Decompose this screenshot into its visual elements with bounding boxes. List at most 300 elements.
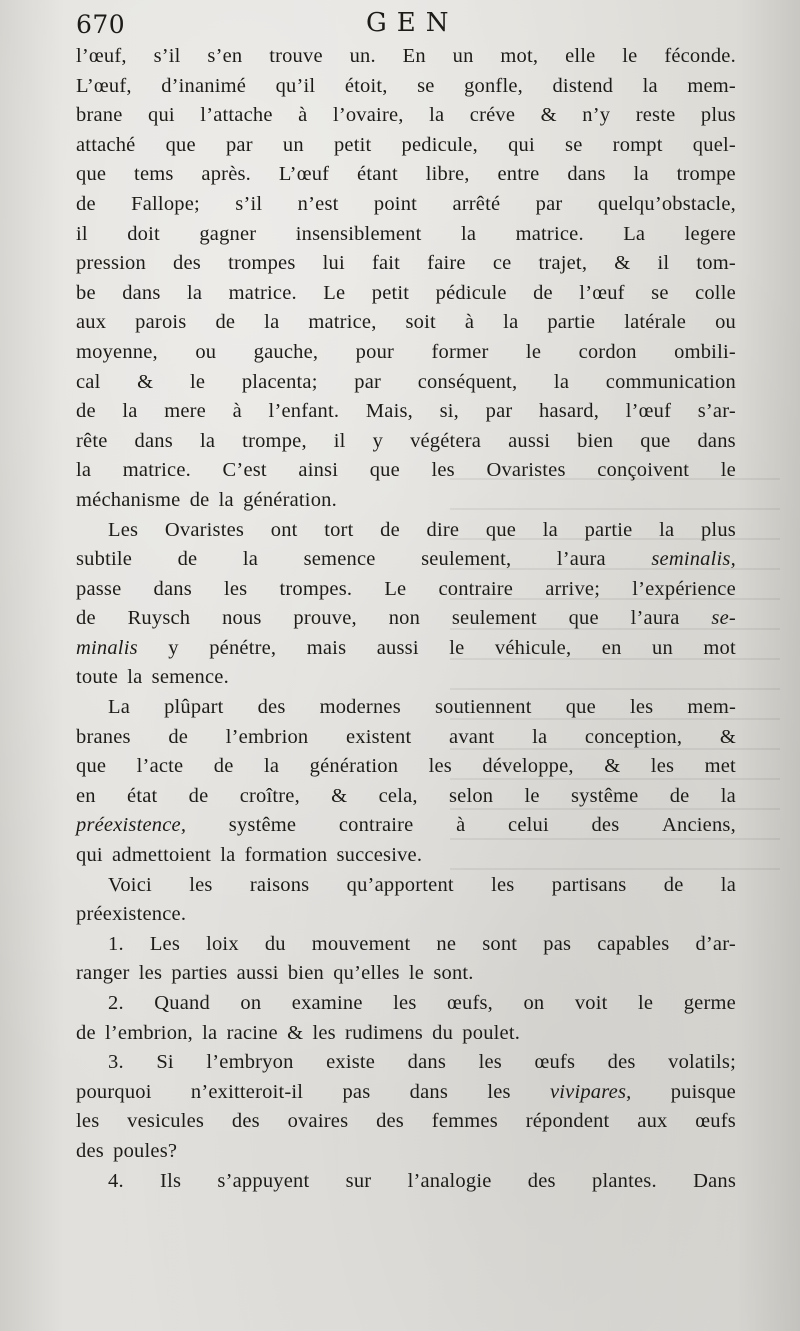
word: systême bbox=[228, 814, 297, 837]
word: ainsi bbox=[298, 459, 339, 482]
word: mot bbox=[703, 636, 736, 659]
word: il bbox=[333, 429, 346, 452]
page-number: 670 bbox=[76, 10, 126, 39]
word: développe, bbox=[482, 755, 574, 778]
word: existe bbox=[326, 1051, 376, 1074]
word: entre bbox=[497, 163, 540, 186]
word: l’analogie bbox=[407, 1169, 492, 1192]
word: que bbox=[369, 459, 400, 482]
word: matrice. bbox=[515, 222, 584, 245]
word: après. bbox=[201, 163, 251, 186]
word: Ruysch bbox=[127, 607, 191, 630]
word: loix bbox=[206, 932, 239, 955]
word: dans bbox=[697, 429, 736, 452]
word: la bbox=[532, 725, 548, 748]
word: L’œuf bbox=[278, 163, 330, 186]
word: les bbox=[393, 992, 417, 1014]
word: Le bbox=[323, 281, 346, 304]
word: plantes. bbox=[592, 1169, 657, 1192]
word: cordon bbox=[578, 340, 637, 363]
word: si, bbox=[439, 400, 459, 423]
text-line bbox=[76, 279, 736, 309]
word: & bbox=[287, 1021, 304, 1044]
word: étoit, bbox=[344, 74, 388, 97]
word: distend bbox=[552, 74, 614, 97]
word: les bbox=[138, 962, 163, 985]
word: & bbox=[137, 370, 154, 393]
word: pas bbox=[342, 1080, 371, 1103]
word: trompes bbox=[228, 252, 296, 275]
word: s’en bbox=[207, 45, 243, 67]
word: & bbox=[604, 755, 621, 778]
word: en bbox=[76, 784, 96, 807]
word: état bbox=[127, 784, 158, 807]
word: les bbox=[431, 459, 455, 482]
text-line bbox=[76, 72, 736, 102]
word: trouve bbox=[269, 45, 323, 67]
word: parois bbox=[135, 311, 187, 334]
word: s’il bbox=[153, 45, 181, 67]
text-line bbox=[76, 516, 736, 546]
word: 4. bbox=[108, 1169, 124, 1192]
text-line bbox=[76, 42, 736, 72]
word: mouvement bbox=[311, 932, 411, 955]
word: Quand bbox=[154, 992, 210, 1014]
word: selon bbox=[448, 784, 494, 807]
text-line bbox=[76, 900, 736, 930]
word: legere bbox=[684, 222, 736, 245]
word: la bbox=[264, 311, 280, 334]
word: placenta; bbox=[241, 370, 318, 393]
word: l’expérience bbox=[632, 577, 736, 600]
text-line bbox=[76, 693, 736, 723]
word: la bbox=[642, 74, 658, 97]
text-line bbox=[76, 663, 736, 693]
word: la bbox=[720, 784, 736, 807]
word: semence bbox=[303, 548, 376, 571]
word: & bbox=[540, 104, 557, 127]
word: insensiblement bbox=[295, 222, 422, 245]
word: 1. bbox=[108, 932, 124, 955]
word: Ils bbox=[160, 1169, 182, 1192]
word: le bbox=[638, 992, 654, 1014]
word: de bbox=[669, 784, 690, 807]
word: germe bbox=[683, 992, 736, 1014]
word: Ovaristes bbox=[486, 459, 566, 482]
word: succesive. bbox=[336, 844, 423, 867]
word: communication bbox=[605, 370, 736, 393]
word: be bbox=[76, 281, 96, 304]
word: du bbox=[264, 932, 286, 955]
word: formation bbox=[244, 844, 328, 867]
text-line bbox=[76, 752, 736, 782]
word: de bbox=[188, 784, 209, 807]
word: non bbox=[388, 607, 421, 630]
word: la bbox=[218, 488, 234, 511]
word: la bbox=[263, 755, 280, 778]
text-line bbox=[76, 1137, 736, 1167]
word: existent bbox=[346, 725, 412, 748]
text-line bbox=[76, 427, 736, 457]
word: par bbox=[225, 133, 253, 156]
text-line bbox=[76, 1019, 736, 1049]
word: mem- bbox=[687, 74, 736, 97]
word: Si bbox=[156, 1051, 174, 1074]
word: œufs, bbox=[446, 992, 493, 1014]
word: seminalis, bbox=[651, 548, 736, 571]
word: des bbox=[173, 252, 201, 275]
word: & bbox=[614, 252, 631, 275]
word: par bbox=[535, 192, 563, 215]
text-line bbox=[76, 249, 736, 279]
page-header bbox=[76, 6, 736, 42]
word: des bbox=[527, 1169, 556, 1192]
word: gauche, bbox=[253, 340, 319, 363]
word: former bbox=[431, 340, 489, 363]
word: à bbox=[298, 104, 308, 127]
word: se bbox=[417, 74, 435, 97]
word: fait bbox=[371, 252, 401, 275]
word: plus bbox=[700, 518, 736, 541]
word: la bbox=[199, 429, 216, 452]
word: l’enfant. bbox=[268, 400, 340, 423]
word: met bbox=[704, 755, 736, 778]
word: qu’apportent bbox=[346, 873, 454, 896]
word: le bbox=[408, 962, 425, 985]
word: que bbox=[76, 755, 107, 778]
word: soutiennent bbox=[434, 696, 532, 719]
word: Dans bbox=[693, 1169, 736, 1192]
word: 3. bbox=[108, 1051, 124, 1074]
word: la bbox=[503, 311, 519, 334]
word: à bbox=[464, 311, 475, 334]
word: trompe, bbox=[242, 429, 307, 452]
word: on bbox=[240, 992, 262, 1014]
word: dire bbox=[426, 518, 460, 541]
word: systême bbox=[571, 784, 639, 807]
word: La bbox=[623, 222, 646, 245]
word: voit bbox=[574, 992, 608, 1014]
word: les bbox=[76, 1110, 100, 1133]
word: à bbox=[456, 814, 466, 837]
word: que bbox=[640, 429, 671, 452]
word: matrice. bbox=[228, 281, 297, 304]
word: les bbox=[312, 1021, 336, 1044]
word: qu’elles bbox=[333, 962, 400, 985]
word: raisons bbox=[249, 873, 310, 896]
word: y bbox=[168, 636, 179, 659]
word: trajet, bbox=[538, 252, 588, 275]
word: en bbox=[601, 636, 622, 659]
word: point bbox=[373, 192, 418, 215]
word: La bbox=[108, 696, 131, 719]
word: que bbox=[76, 163, 107, 186]
word: cal bbox=[76, 370, 101, 393]
word: ou bbox=[195, 340, 217, 363]
word: dans bbox=[409, 1080, 449, 1103]
word: les bbox=[428, 755, 452, 778]
text-line bbox=[76, 723, 736, 753]
word: la bbox=[553, 370, 570, 393]
word: bien bbox=[287, 962, 324, 985]
word: créve bbox=[469, 104, 516, 127]
word: rudimens bbox=[345, 1021, 423, 1044]
word: contraire bbox=[438, 577, 514, 600]
word: pourquoi bbox=[76, 1080, 152, 1103]
text-line bbox=[76, 989, 736, 1019]
text-line bbox=[76, 930, 736, 960]
word: cela, bbox=[378, 784, 418, 807]
word: d’inanimé bbox=[161, 74, 247, 97]
word: se bbox=[651, 281, 669, 304]
word: les bbox=[223, 577, 248, 600]
word: les bbox=[650, 755, 675, 778]
word: sur bbox=[345, 1169, 372, 1192]
word: puisque bbox=[670, 1080, 736, 1103]
word: féconde. bbox=[664, 45, 736, 67]
word: lui bbox=[322, 252, 345, 275]
word: & bbox=[331, 784, 348, 807]
word: seulement bbox=[451, 607, 537, 630]
word: des bbox=[591, 814, 620, 837]
word: tems bbox=[134, 163, 174, 186]
word: la bbox=[460, 222, 477, 245]
word: du bbox=[432, 1021, 454, 1044]
text-line bbox=[76, 368, 736, 398]
word: ou bbox=[715, 311, 736, 334]
word: croître, bbox=[239, 784, 300, 807]
word: se bbox=[565, 133, 583, 156]
word: par bbox=[485, 400, 513, 423]
word: tom- bbox=[696, 252, 736, 275]
text-line bbox=[76, 190, 736, 220]
word: tort bbox=[324, 518, 354, 541]
word: étant bbox=[357, 163, 398, 186]
word: l’œuf bbox=[625, 400, 672, 423]
word: des bbox=[376, 1110, 404, 1133]
word: qui bbox=[508, 133, 535, 156]
word: aussi bbox=[508, 429, 551, 452]
word: poulet. bbox=[462, 1021, 521, 1044]
word: femmes bbox=[431, 1110, 498, 1133]
word: ranger bbox=[76, 962, 130, 985]
word: trompes. bbox=[279, 577, 353, 600]
word: trompe bbox=[676, 163, 736, 186]
word: sont bbox=[482, 932, 518, 955]
word: Anciens, bbox=[662, 814, 736, 837]
word: capables bbox=[597, 932, 670, 955]
text-line bbox=[76, 1048, 736, 1078]
word: œufs bbox=[695, 1110, 736, 1133]
word: conçoivent bbox=[597, 459, 690, 482]
word: bien bbox=[577, 429, 614, 452]
word: que bbox=[565, 696, 596, 719]
text-line bbox=[76, 782, 736, 812]
word: poules? bbox=[113, 1139, 178, 1162]
word: vesicules bbox=[127, 1110, 205, 1133]
word: Les bbox=[149, 932, 181, 955]
word: se- bbox=[711, 607, 736, 630]
word: le bbox=[189, 370, 206, 393]
word: aussi bbox=[376, 636, 419, 659]
word: la bbox=[127, 666, 143, 689]
word: la bbox=[202, 1021, 218, 1044]
word: brane bbox=[76, 104, 123, 127]
word: l’acte bbox=[136, 755, 184, 778]
word: partie bbox=[547, 311, 596, 334]
word: la bbox=[633, 163, 649, 186]
word: la bbox=[220, 844, 236, 867]
word: gagner bbox=[199, 222, 257, 245]
word: génération. bbox=[243, 488, 337, 511]
word: préexistence, bbox=[76, 814, 187, 837]
word: qui bbox=[148, 104, 175, 127]
text-line bbox=[76, 1167, 736, 1197]
word: les bbox=[487, 1080, 511, 1103]
word: aussi bbox=[236, 962, 279, 985]
word: pression bbox=[76, 252, 146, 275]
word: que bbox=[485, 518, 517, 541]
word: modernes bbox=[319, 696, 401, 719]
word: l’embrion bbox=[225, 725, 309, 748]
word: des bbox=[257, 696, 286, 719]
text-line bbox=[76, 604, 736, 634]
word: l’embryon bbox=[206, 1051, 294, 1074]
word: partisans bbox=[551, 873, 627, 896]
word: des bbox=[607, 1051, 636, 1074]
text-line bbox=[76, 959, 736, 989]
word: rompt bbox=[612, 133, 663, 156]
word: la bbox=[720, 873, 736, 896]
word: conséquent, bbox=[417, 370, 518, 393]
word: L’œuf, bbox=[76, 74, 132, 97]
word: aux bbox=[637, 1110, 668, 1133]
word: de bbox=[189, 488, 210, 511]
word: la bbox=[122, 400, 138, 423]
word: pénétre, bbox=[209, 636, 277, 659]
word: ce bbox=[492, 252, 512, 275]
word: pas bbox=[543, 932, 572, 955]
word: de bbox=[213, 755, 234, 778]
word: y bbox=[372, 429, 384, 452]
word: passe bbox=[76, 577, 122, 600]
word: pédicule bbox=[435, 281, 507, 304]
word: minalis bbox=[76, 636, 138, 659]
word: n’y bbox=[582, 104, 611, 127]
word: quel- bbox=[692, 133, 736, 156]
word: arrive; bbox=[545, 577, 601, 600]
word: génération bbox=[309, 755, 399, 778]
word: ovaires bbox=[287, 1110, 349, 1133]
word: un bbox=[452, 45, 474, 67]
word: C’est bbox=[222, 459, 267, 482]
word: conception, bbox=[584, 725, 683, 748]
word: admettoient bbox=[112, 844, 211, 867]
text-line bbox=[76, 841, 736, 871]
word: libre, bbox=[425, 163, 470, 186]
word: dans bbox=[567, 163, 606, 186]
word: de bbox=[76, 400, 96, 423]
word: volatils; bbox=[668, 1051, 736, 1074]
word: dans bbox=[122, 281, 161, 304]
text-line bbox=[76, 101, 736, 131]
text-line bbox=[76, 131, 736, 161]
word: mais bbox=[306, 636, 347, 659]
word: Le bbox=[384, 577, 407, 600]
word: les bbox=[629, 696, 654, 719]
word: préexistence. bbox=[76, 903, 187, 926]
word: les bbox=[478, 1051, 502, 1074]
word: elle bbox=[565, 45, 596, 67]
word: on bbox=[523, 992, 545, 1014]
word: rête bbox=[76, 429, 108, 452]
word: branes bbox=[76, 725, 131, 748]
word: un bbox=[652, 636, 673, 659]
word: En bbox=[402, 45, 426, 67]
word: un bbox=[282, 133, 304, 156]
word: Les bbox=[108, 518, 139, 541]
word: méchanisme bbox=[76, 488, 181, 511]
word: véhicule, bbox=[494, 636, 572, 659]
word: plûpart bbox=[164, 696, 224, 719]
word: de bbox=[215, 311, 236, 334]
word: & bbox=[719, 725, 736, 748]
word: pedicule, bbox=[401, 133, 478, 156]
word: dans bbox=[134, 429, 173, 452]
word: petit bbox=[333, 133, 372, 156]
word: de bbox=[76, 192, 96, 215]
word: contraire bbox=[338, 814, 414, 837]
word: matrice. bbox=[122, 459, 191, 482]
word: le bbox=[720, 459, 736, 482]
word: la bbox=[76, 459, 92, 482]
word: nous bbox=[222, 607, 262, 630]
word: s’il bbox=[235, 192, 263, 215]
word: que bbox=[165, 133, 196, 156]
word: l’ovaire, bbox=[332, 104, 404, 127]
word: dans bbox=[407, 1051, 447, 1074]
word: à bbox=[232, 400, 242, 423]
word: prouve, bbox=[293, 607, 357, 630]
word: subtile bbox=[76, 548, 133, 571]
text-line bbox=[76, 1078, 736, 1108]
word: mere bbox=[164, 400, 206, 423]
word: s’appuyent bbox=[217, 1169, 310, 1192]
word: le bbox=[524, 784, 540, 807]
word: la bbox=[542, 518, 558, 541]
word: reste bbox=[635, 104, 676, 127]
word: par bbox=[354, 370, 382, 393]
word: gonfle, bbox=[464, 74, 523, 97]
word: de bbox=[76, 607, 96, 630]
text-line bbox=[76, 634, 736, 664]
word: dans bbox=[153, 577, 192, 600]
word: il bbox=[76, 222, 88, 245]
word: les bbox=[189, 873, 213, 896]
word: partie bbox=[584, 518, 633, 541]
word: les bbox=[491, 873, 515, 896]
text-line bbox=[76, 575, 736, 605]
word: vivipares, bbox=[549, 1080, 632, 1103]
word: plus bbox=[700, 104, 736, 127]
word: attaché bbox=[76, 133, 136, 156]
word: le bbox=[622, 45, 638, 67]
word: sont. bbox=[433, 962, 474, 985]
text-line bbox=[76, 811, 736, 841]
word: seulement, bbox=[421, 548, 512, 571]
word: n’exitteroit-il bbox=[190, 1080, 304, 1103]
word: l’attache bbox=[200, 104, 273, 127]
